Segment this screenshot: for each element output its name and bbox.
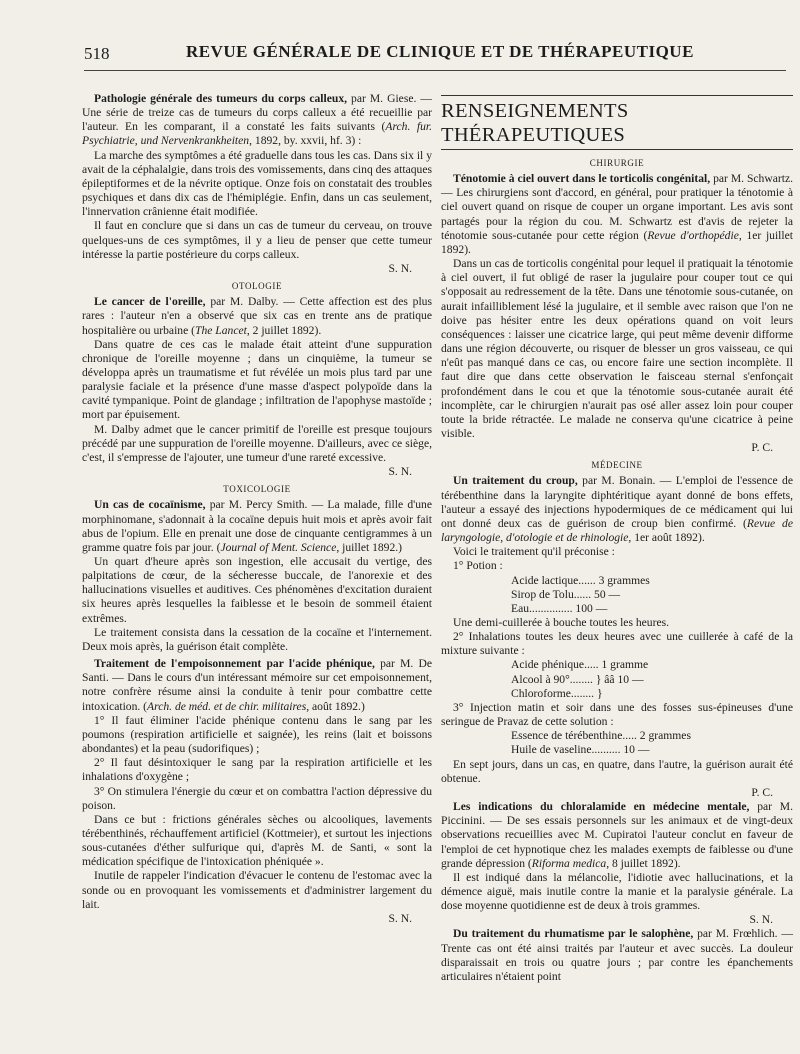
article-title: Traitement de l'empoisonnement par l'acide phénique,	[94, 657, 375, 671]
paragraph: Une demi-cuillerée à bouche toutes les heures.	[453, 616, 670, 629]
paragraph: Un quart d'heure après son ingestion, elle accusait du vertige, des palpitations de cœur, de la sécheresse buccale, de l'anorexie et des hallucinations visuelles et auditives. Ces phénomènes d'excitation duraient six heures après lesquelles la faiblesse et le besoin de sommeil étaient extrêmes.	[82, 555, 432, 625]
left-column	[82, 92, 432, 926]
article-title: Ténotomie à ciel ouvert dans le torticolis congénital,	[453, 172, 711, 186]
section-heading-toxicologie: TOXICOLOGIE	[223, 484, 291, 495]
page-number: 518	[84, 44, 110, 63]
prescription-line: Eau............... 100 —	[511, 601, 608, 615]
article-title: Un cas de cocaïnisme,	[94, 498, 206, 512]
citation: Riforma medica	[531, 856, 607, 870]
article-title: Du traitement du rhumatisme par le salophène,	[453, 927, 694, 941]
article-title: Pathologie générale des tumeurs du corps calleux,	[94, 92, 348, 105]
prescription-line: Acide phénique..... 1 gramme	[511, 658, 649, 672]
paragraph: Le traitement consista dans la cessation de la cocaïne et l'internement. Deux mois après, la guérison était complète.	[82, 625, 432, 653]
citation: Journal of Ment. Science	[220, 540, 337, 554]
paragraph: Inutile de rappeler l'indication d'évacuer le contenu de l'estomac avec la sonde ou en provoquant les vomissements et d'administrer largement du lait.	[82, 869, 432, 911]
paragraph: 1° Potion :	[453, 559, 503, 573]
article-title: Les indications du chloralamide en médecine mentale,	[453, 800, 750, 814]
signature: S. N.	[388, 911, 412, 925]
signature: S. N.	[749, 913, 773, 927]
paragraph: Dans quatre de ces cas le malade était atteint d'une suppuration chronique de l'oreille moyenne ; dans un cinquième, la tumeur se développa après un traumatisme et fut révélée un mois plus tard par une paralysie faciale et la présence d'une masse d'aspect polypoïde dans la cavité tympanique. Point de glandage ; infiltration de l'apophyse mastoïde ; mort par épuisement.	[82, 337, 432, 422]
paragraph: En sept jours, dans un cas, en quatre, dans l'autre, la guérison aurait été obtenue.	[441, 757, 793, 785]
article-title: Le cancer de l'oreille,	[94, 295, 206, 309]
article-salophene: Du traitement du rhumatisme par le salophène, par M. Frœhlich. — Trente cas ont été ainsi traités par l'auteur et avec succès. La douleur disparaissait en trois ou quatre jours ; par contre les épanchements articulaires n'étaient point	[441, 927, 793, 983]
prescription-line: Huile de vaseline.......... 10 —	[511, 743, 650, 757]
article-title: Un traitement du croup,	[453, 474, 578, 488]
paragraph: 2° Inhalations toutes les deux heures avec une cuillerée à café de la mixture suivante :	[441, 630, 793, 658]
paragraph: 2° Il faut désintoxiquer le sang par la respiration artificielle et les inhalations d'oxygène ;	[82, 756, 432, 784]
article-dalby: Le cancer de l'oreille, par M. Dalby. — Cette affection est des plus rares : l'auteur n'en a observé que six cas en trente ans de pratique hospitalière ou urbaine (The Lancet, 2 juillet 1892).	[82, 295, 432, 337]
paragraph: Dans un cas de torticolis congénital pour lequel il pratiquait la ténotomie à ciel ouvert, il fut obligé de raser la jugulaire pour couper tout ce qui s'opposait au redressement de la tête. Dans une ténotomie sous-cutanée, on aurait infailliblement lésé la jugulaire, et il semble avec raison que l'on ne doive pas hésiter entre les deux opérations quand on voit leurs conséquences : laisser une cicatrice large, qui peut même devenir difforme dans une région découverte, ou risquer de blesser un gros vaisseau, ce qui n'eût pas manqué dans ce cas, ou encore faire une section incomplète. Il faut dire que dans cette observation le faisceau sternal s'enfonçait profondément dans le cou et que la ténotomie sous-cutanée aurait été incomplète, car le chirurgien n'aurait pas osé aller assez loin pour couper toute la bride rétractée. Le malade ne conserva qu'une cicatrice à peine visible.	[441, 257, 793, 440]
paragraph: Dans ce but : frictions générales sèches ou alcooliques, lavements térébenthinés, réchauffement artificiel (Kottmeier), et surtout les injections sous-cutanées d'éther sulfurique qui, d'après M. de Santi, « sont la médication spécifique de l'intoxication phéniquée ».	[82, 812, 432, 869]
prescription-line: Chloroforme........ }	[511, 686, 603, 700]
article-chloralamide: Les indications du chloralamide en médecine mentale, par M. Piccinini. — De ses essais personnels sur les animaux et de vingt-deux observations recueillies avec M. Cupiratoi l'auteur conclut en faveur de l'emploi de cet hypnotique chez les malades exempts de faiblesse ou d'une grande dépression (Riforma medica, 8 juillet 1892).	[441, 800, 794, 870]
article-croup: Un traitement du croup, par M. Bonain. — L'emploi de l'essence de térébenthine dans la laryngite diphtéritique ayant donné de bons effets, l'auteur a essayé des injections hypodermiques de ce médicament qui lui ont donné deux cas de guérison de croup bien confirmé. (Revue de laryngologie, d'otologie et de rhinologie, 1er août 1892).	[441, 474, 793, 545]
prescription-line: Sirop de Tolu...... 50 —	[511, 587, 621, 601]
paragraph: Il faut en conclure que si dans un cas de tumeur du cerveau, on trouve quelques-uns de ces symptômes, il y a lieu de penser que cette tumeur intéresse la partie postérieure du corps calleux.	[82, 219, 432, 261]
paragraph: 1° Il faut éliminer l'acide phénique contenu dans le sang par les poumons (respiration artificielle et saignée), les reins (lait et boissons abondantes) et la peau (sudorifiques) ;	[82, 713, 432, 756]
citation: Arch. de méd. et de chir. militaires	[147, 699, 307, 713]
signature: S. N.	[388, 261, 412, 275]
signature: P. C.	[751, 441, 773, 455]
signature: S. N.	[388, 465, 412, 479]
right-column	[441, 95, 793, 984]
signature: P. C.	[751, 785, 773, 799]
citation: Arch. fur. Psychiatrie, und Nervenkrankheiten	[82, 120, 433, 148]
section-heading-chirurgie: CHIRURGIE	[589, 158, 645, 168]
paragraph: 3° On stimulera l'énergie du cœur et on combattra l'action dépressive du poison.	[82, 784, 432, 812]
citation: Revue de laryngologie, d'otologie et de rhinologie	[441, 516, 793, 545]
prescription-line: Alcool à 90°........ } ââ 10 —	[511, 672, 644, 686]
section-heading-medecine: MÉDECINE	[591, 460, 643, 471]
paragraph: La marche des symptômes a été graduelle dans tous les cas. Dans six il y avait de la céphalalgie, dans trois des vomissements, dans cinq des attaques épileptiformes et de la névrite optique. Onze fois on constatait des troubles psychiques et dans dix cas de l'hémiplégie. Enfin, dans un cas seulement, l'innervation crânienne était modifiée.	[82, 148, 432, 219]
prescription-line: Essence de térébenthine..... 2 grammes	[511, 729, 691, 743]
article-giese: Pathologie générale des tumeurs du corps calleux, par M. Giese. — Une série de treize cas de tumeurs du corps calleux a été recueillie par l'auteur. En les comparant, il a constaté les faits suivants (Arch. fur. Psychiatrie, und Nervenkrankheiten, 1892, by. xxvii, hf. 3) :	[82, 92, 433, 148]
paragraph: 3° Injection matin et soir dans une des fosses sus-épineuses d'une seringue de Pravaz de cette solution :	[441, 700, 793, 729]
header-rule	[84, 70, 786, 71]
section-heading-otologie: OTOLOGIE	[231, 281, 283, 292]
paragraph: M. Dalby admet que le cancer primitif de l'oreille est presque toujours précédé par une suppuration de l'oreille moyenne. D'ailleurs, avec ce siège, c'est, il s'empresse de l'ajouter, une tumeur d'une rareté excessive.	[82, 422, 432, 464]
article-tenotomie: Ténotomie à ciel ouvert dans le torticolis congénital, par M. Schwartz. — Les chirurgiens sont d'accord, en général, pour pratiquer la ténotomie à ciel ouvert quand on risque de couper un organe important. Les avis sont partagés pour la région du cou. M. Schwartz est d'avis de rejeter la ténotomie sous-cutanée pour cette région (Revue d'orthopédie, 1er juillet 1892).	[441, 172, 793, 256]
paragraph: Il est indiqué dans la mélancolie, l'idiotie avec hallucinations, et la démence aiguë, mais inutile contre la manie et la paralysie générale. La dose moyenne quotidienne est de deux à trois grammes.	[441, 870, 793, 913]
running-title: REVUE GÉNÉRALE DE CLINIQUE ET DE THÉRAPEUTIQUE	[186, 42, 694, 61]
prescription-line: Acide lactique...... 3 grammes	[511, 573, 650, 587]
citation: The Lancet	[195, 323, 247, 337]
article-acide-phenique: Traitement de l'empoisonnement par l'acide phénique, par M. De Santi. — Dans le cours d'un intéressant mémoire sur cet empoisonnement, notre confrère résume ainsi la conduite à tenir pour combattre cette intoxication. (Arch. de méd. et de chir. militaires, août 1892.)	[82, 657, 432, 713]
article-cocainisme: Un cas de cocaïnisme, par M. Percy Smith. — La malade, fille d'une morphinomane, s'adonnait à la cocaïne depuis huit mois et après avoir fait abus de l'opium. Elle en prenait une dose de cinquante centigrammes à un gramme quatre fois par jour. (Journal of Ment. Science, juillet 1892.)	[82, 498, 432, 554]
paragraph: Voici le traitement qu'il préconise :	[453, 545, 615, 559]
running-header	[84, 40, 784, 68]
citation: Revue d'orthopédie	[647, 228, 739, 242]
section-banner: RENSEIGNEMENTS THÉRAPEUTIQUES	[441, 95, 793, 150]
